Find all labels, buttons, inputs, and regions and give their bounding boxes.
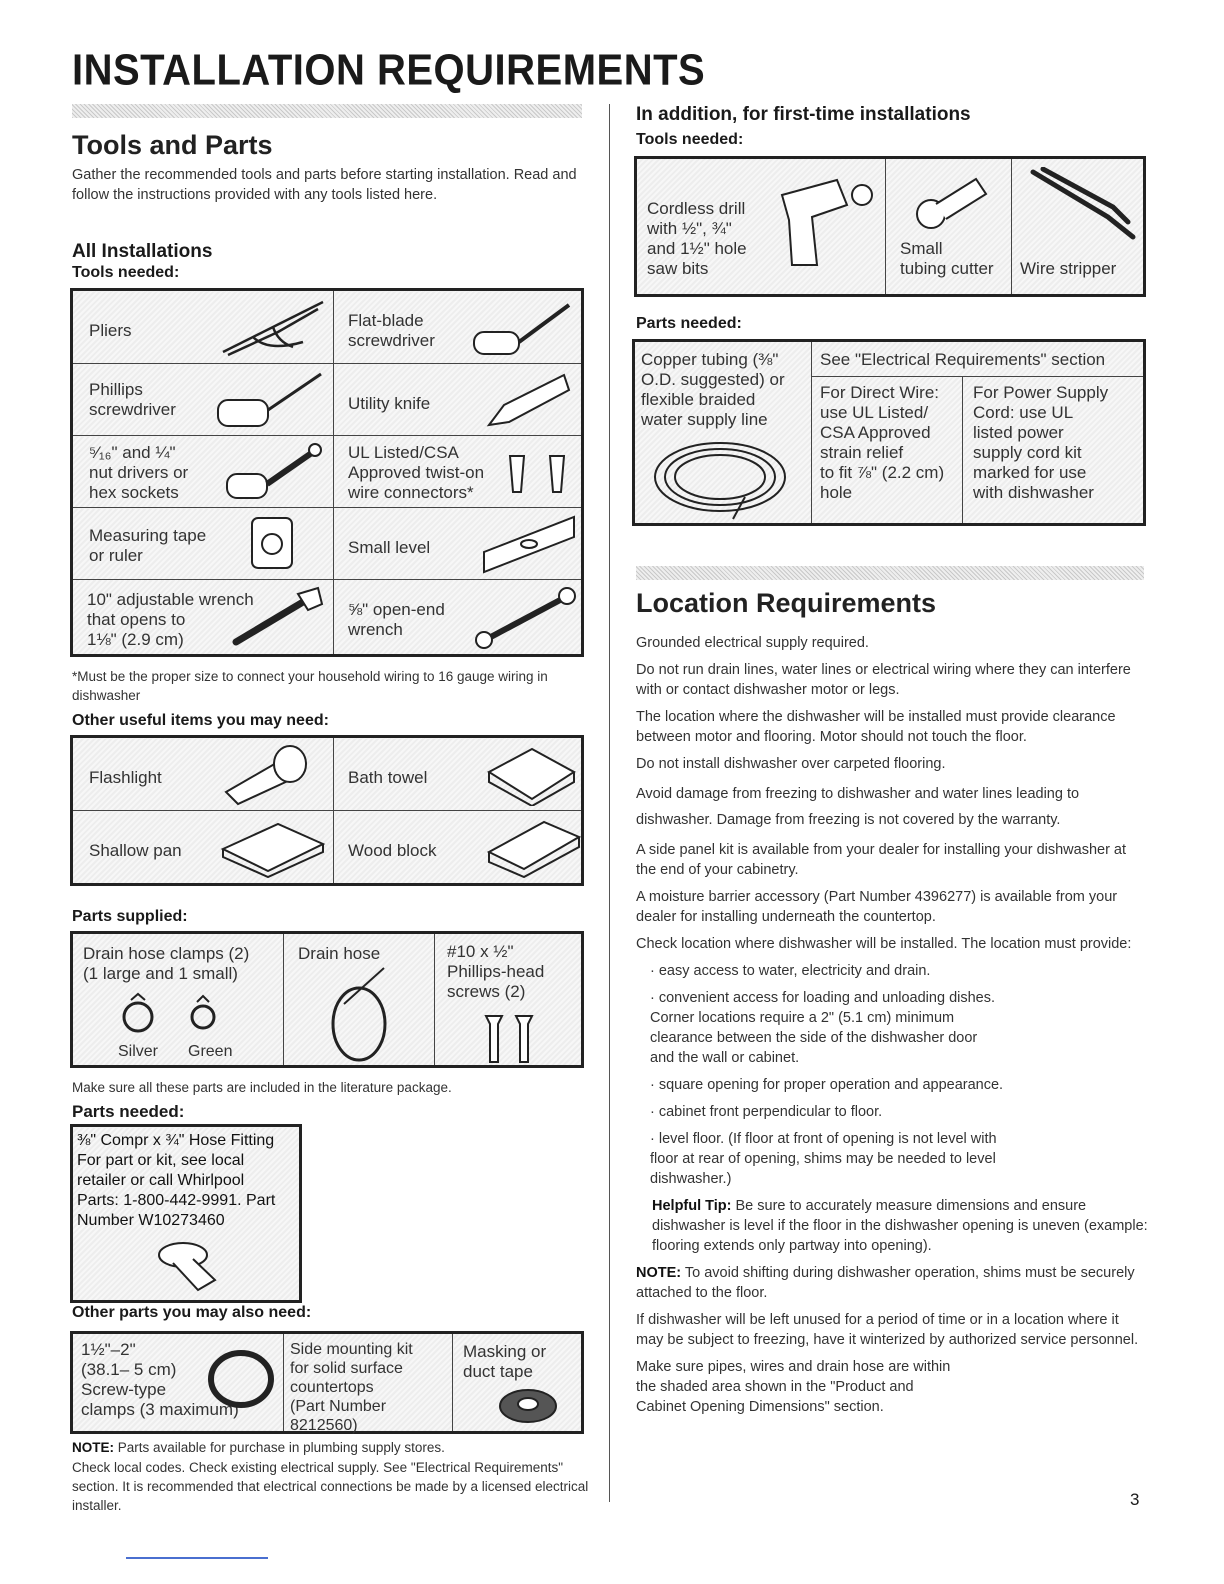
tubing-cutter-icon: [906, 169, 996, 234]
part-cell-side-mounting-kit: [284, 1333, 453, 1433]
tool-cell-nut-drivers: [72, 436, 334, 508]
part-cell-copper-tubing: [634, 341, 812, 525]
part-cell-screws: [435, 933, 583, 1067]
tool-label: Utility knife: [348, 394, 431, 413]
flashlight-icon: [218, 742, 318, 808]
item-label: Wood block: [348, 841, 437, 860]
wire-stripper-icon: [1028, 167, 1138, 247]
tool-label: Pliers: [89, 321, 132, 340]
tools-parts-intro: Gather the recommended tools and parts before starting installation. Read and follow the instructions provided with any tools listed here.: [72, 167, 577, 203]
all-installations-heading: All Installations: [72, 241, 213, 262]
tool-label: UL Listed/CSA Approved twist-on wire connectors*: [348, 443, 485, 502]
column-divider: [609, 104, 610, 1502]
phillips-screwdriver-icon: [213, 368, 328, 432]
item-cell-bath-towel: [334, 737, 583, 811]
parts-supplied-label: Parts supplied:: [72, 908, 188, 925]
tools-needed-label: Tools needed:: [72, 264, 180, 281]
tool-label: ⅝" open-end wrench: [348, 600, 445, 639]
tool-label: ⁵⁄₁₆" and ¼" nut drivers or hex sockets: [89, 443, 189, 502]
section-divider: [72, 104, 582, 118]
other-useful-label: Other useful items you may need:: [72, 712, 329, 729]
towel-icon: [484, 744, 579, 806]
power-supply-text: For Power Supply Cord: use UL listed power supply cord kit marked for use with dishwasher: [973, 383, 1109, 502]
screw-clamp-icon: [201, 1344, 281, 1414]
tool-cell-small-level: [334, 508, 583, 580]
tool-label: Measuring tape or ruler: [89, 526, 207, 565]
location-bullet: · convenient access for loading and unloading dishes. Corner locations require a 2" (5.1 cm) minimum clearance between the side of the dishwasher door and the wall or cabinet.: [650, 990, 996, 1066]
part-cell-duct-tape: [453, 1333, 583, 1433]
tool-label: Phillips screwdriver: [89, 380, 176, 419]
location-paragraph: Grounded electrical supply required.: [636, 635, 869, 651]
part-label: Drain hose: [298, 944, 381, 963]
page-title: INSTALLATION REQUIREMENTS: [72, 46, 706, 95]
make-sure-text: Make sure all these parts are included in the literature package.: [72, 1080, 452, 1095]
footer-line: [126, 1557, 268, 1559]
tip-label: Helpful Tip:: [652, 1198, 732, 1214]
note-body: Parts available for purchase in plumbing supply stores.: [114, 1440, 445, 1455]
hose-fitting-text: ⅜" Compr x ¾" Hose Fitting For part or kit, see local retailer or call Whirlpool Parts: 1-800-442-9991. Part Number W10273460: [77, 1132, 276, 1229]
part-cell-clamps: [72, 933, 284, 1067]
location-paragraph: A moisture barrier accessory (Part Number 4396277) is available from your dealer for installing underneath the countertop.: [636, 889, 1118, 925]
tool-label: Wire stripper: [1020, 259, 1117, 278]
see-electrical-text: See "Electrical Requirements" section: [820, 350, 1106, 369]
item-label: Shallow pan: [89, 841, 182, 860]
silver-label: Silver: [118, 1043, 159, 1060]
tip-body: Be sure to accurately measure dimensions and ensure dishwasher is level if the floor in the dishwasher opening is uneven (example: flooring extends only partway into opening).: [652, 1198, 1148, 1254]
cordless-drill-icon: [777, 165, 882, 275]
part-label: Side mounting kit for solid surface countertops (Part Number 8212560): [290, 1341, 413, 1434]
first-time-parts-label: Parts needed:: [636, 315, 742, 332]
other-parts-label: Other parts you may also need:: [72, 1304, 312, 1321]
location-body: [636, 633, 1148, 1424]
other-useful-table: [70, 735, 584, 886]
tool-cell-open-end-wrench: [334, 580, 583, 656]
hose-fitting-icon: [153, 1235, 243, 1301]
tool-cell-adjustable-wrench: [72, 580, 334, 656]
note-label: NOTE:: [72, 1440, 114, 1455]
level-icon: [479, 512, 579, 576]
flat-screwdriver-icon: [469, 297, 579, 359]
parts-needed-label: Parts needed:: [72, 1102, 185, 1121]
note-body: To avoid shifting during dishwasher operation, shims must be securely attached to the floor.: [636, 1265, 1135, 1301]
item-cell-flashlight: [72, 737, 334, 811]
first-time-heading: In addition, for first-time installations: [636, 104, 971, 125]
location-paragraph: Do not install dishwasher over carpeted flooring.: [636, 756, 946, 772]
tool-cell-tubing-cutter: [886, 158, 1012, 296]
copper-tubing-text: Copper tubing (⅜" O.D. suggested) or flexible braided water supply line: [641, 350, 785, 429]
tool-cell-utility-knife: [334, 364, 583, 436]
tool-label: Cordless drill with ½", ¾" and 1½" hole saw bits: [647, 199, 747, 278]
part-cell-screw-clamps: [72, 1333, 284, 1433]
tool-cell-measuring-tape: [72, 508, 334, 580]
drain-hose-icon: [324, 964, 394, 1064]
part-cell-hose-fitting: [72, 1126, 301, 1302]
location-bullet: · level floor. (If floor at front of opening is not level with floor at rear of opening, shims may be needed to level dishwasher.): [650, 1131, 997, 1187]
copper-tubing-icon: [645, 437, 795, 522]
screw-icon: [480, 1012, 540, 1066]
location-paragraph: A side panel kit is available from your dealer for installing your dishwasher at the end of your cabinetry.: [636, 842, 1127, 878]
first-time-tools-label: Tools needed:: [636, 131, 744, 148]
adjustable-wrench-icon: [228, 584, 328, 650]
hose-clamp-icon: [113, 992, 233, 1042]
location-bullet: · cabinet front perpendicular to floor.: [650, 1104, 883, 1120]
note-label: NOTE:: [636, 1265, 682, 1281]
parts-needed-table: [70, 1124, 302, 1303]
item-label: Flashlight: [89, 768, 162, 787]
tools-parts-heading: Tools and Parts: [72, 130, 273, 160]
tool-label: Small tubing cutter: [900, 239, 994, 278]
power-supply-cell: [963, 377, 1145, 525]
location-bullet: · easy access to water, electricity and drain.: [650, 963, 931, 979]
tool-cell-pliers: [72, 290, 334, 364]
footnote: *Must be the proper size to connect your household wiring to 16 gauge wiring in dishwasher: [72, 669, 548, 703]
part-cell-drain-hose: [284, 933, 435, 1067]
tool-cell-phillips: [72, 364, 334, 436]
wire-connector-icon: [506, 452, 576, 496]
wood-block-icon: [484, 817, 584, 879]
note-text: [72, 1438, 597, 1457]
location-paragraph: Make sure pipes, wires and drain hose are within the shaded area shown in the "Product and Cabinet Opening Dimensions" section.: [636, 1359, 951, 1415]
first-time-tools-table: [634, 156, 1146, 297]
parts-supplied-table: [70, 931, 584, 1068]
page-number: 3: [1130, 1490, 1140, 1509]
location-paragraph: Avoid damage from freezing to dishwasher and water lines leading to dishwasher. Damage from freezing is not covered by the warranty.: [636, 786, 1080, 828]
tool-cell-cordless-drill: [636, 158, 886, 296]
tool-cell-wire-connectors: [334, 436, 583, 508]
see-electrical-cell: [812, 341, 1145, 377]
location-bullet: · square opening for proper operation and appearance.: [650, 1077, 1004, 1093]
direct-wire-cell: [812, 377, 963, 525]
location-paragraph: The location where the dishwasher will be installed must provide clearance between motor and flooring. Motor should not touch the floor.: [636, 709, 1116, 745]
part-label: Drain hose clamps (2) (1 large and 1 small): [83, 944, 250, 983]
tools-table: [70, 288, 584, 657]
item-cell-wood-block: [334, 811, 583, 885]
location-paragraph: If dishwasher will be left unused for a period of time or in a location where it may be subject to freezing, have it winterized by authorized service personnel.: [636, 1312, 1139, 1348]
other-parts-table: [70, 1331, 584, 1434]
direct-wire-text: For Direct Wire: use UL Listed/ CSA Approved strain relief to fit ⅞" (2.2 cm) hole: [820, 383, 945, 502]
item-label: Bath towel: [348, 768, 428, 787]
location-paragraph: Check location where dishwasher will be installed. The location must provide:: [636, 936, 1132, 952]
part-label: 1½"–2" (38.1– 5 cm) Screw-type clamps (3 maximum): [81, 1340, 239, 1419]
location-note: [636, 1263, 1148, 1303]
tape-roll-icon: [493, 1384, 563, 1430]
nut-driver-icon: [223, 440, 328, 504]
helpful-tip: [636, 1196, 1148, 1256]
part-label: #10 x ½" Phillips-head screws (2): [447, 942, 545, 1001]
tool-label: Flat-blade screwdriver: [348, 311, 435, 350]
tool-label: Small level: [348, 538, 431, 557]
location-paragraph: Do not run drain lines, water lines or electrical wiring where they can interfere with or contact dishwasher motor or legs.: [636, 662, 1131, 698]
tool-label: 10" adjustable wrench that opens to 1⅛" (2.9 cm): [87, 590, 254, 649]
first-time-parts-table: [632, 339, 1146, 526]
location-heading: Location Requirements: [636, 588, 937, 618]
tool-cell-flat-blade: [334, 290, 583, 364]
open-end-wrench-icon: [472, 584, 582, 650]
pan-icon: [218, 819, 328, 879]
green-label: Green: [188, 1043, 233, 1060]
tool-cell-wire-stripper: [1012, 158, 1145, 296]
item-cell-shallow-pan: [72, 811, 334, 885]
utility-knife-icon: [484, 370, 574, 430]
check-codes-text: Check local codes. Check existing electrical supply. See "Electrical Requirements" section. It is recommended that electrical connections be made by a licensed electrical installer.: [72, 1460, 589, 1513]
pliers-icon: [218, 297, 328, 357]
measuring-tape-icon: [248, 514, 298, 576]
part-label: Masking or duct tape: [463, 1342, 547, 1381]
section-divider: [636, 566, 1144, 580]
